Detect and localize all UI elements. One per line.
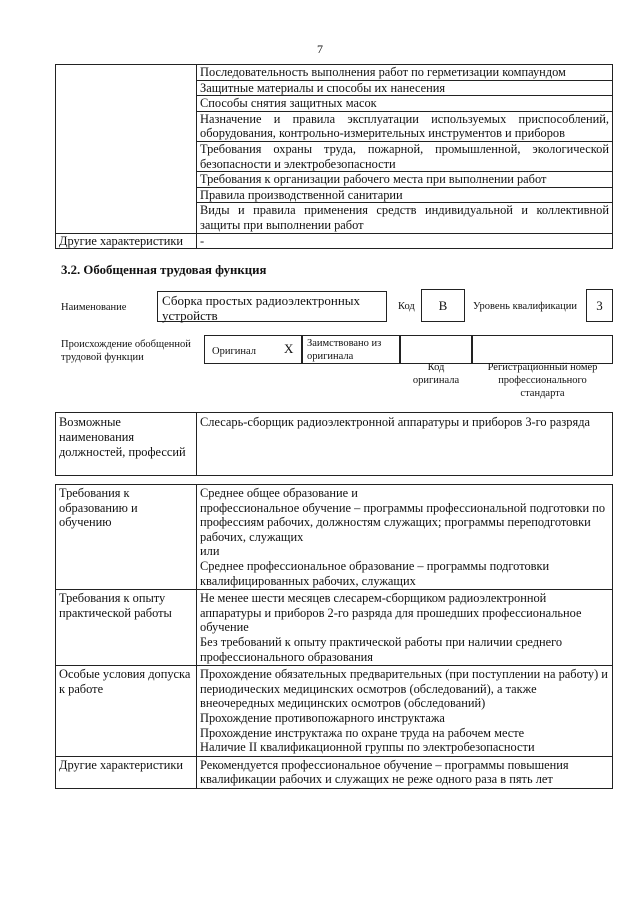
qualification-level-value: 3 xyxy=(586,289,613,322)
page-number: 7 xyxy=(317,42,323,56)
table-row xyxy=(56,666,613,757)
table-row xyxy=(56,756,613,788)
table-cell xyxy=(197,756,613,788)
table-cell: Требования охраны труда, пожарной, промышленной, экологической безопасности и электробезопасности xyxy=(197,141,613,171)
code-label: Код xyxy=(398,301,415,312)
requirements-table xyxy=(55,484,613,789)
registration-number-caption: Регистрационный номер профессионального стандарта xyxy=(487,362,598,399)
cell-line: Прохождение обязательных предварительных (при поступлении на работу) и периодических медицинских осмотров (обследований), а также внеочередных медицинских осмотров (обследований) xyxy=(200,667,608,711)
origin-label: Происхождение обобщенной трудовой функции xyxy=(61,339,191,363)
table-cell: Последовательность выполнения работ по герметизации компаундом xyxy=(197,65,613,81)
cell-line: Рекомендуется профессиональное обучение – программы повышения квалификации рабочих и служащих не реже одного раза в пять лет xyxy=(200,757,569,787)
table-cell xyxy=(197,485,613,590)
knowledge-table xyxy=(55,64,613,249)
qualification-level-label: Уровень квалификации xyxy=(473,301,578,312)
row-label: Требования к опыту практической работы xyxy=(56,590,197,666)
row-label: Требования к образованию и обучению xyxy=(56,485,197,590)
cell-line: Среднее профессиональное образование – программы подготовки квалифицированных рабочих, служащих xyxy=(200,558,550,588)
original-label: Оригинал xyxy=(212,346,256,357)
original-mark: Х xyxy=(284,341,294,356)
table-cell xyxy=(197,666,613,757)
cell-line: или xyxy=(200,544,220,559)
row-label: Другие характеристики xyxy=(56,233,197,249)
cell-line: Прохождение инструктажа по охране труда на рабочем месте xyxy=(200,725,525,740)
table-cell: Способы снятия защитных масок xyxy=(197,96,613,112)
table-row xyxy=(56,413,613,476)
table-cell: Слесарь-сборщик радиоэлектронной аппаратуры и приборов 3-го разряда xyxy=(197,413,613,476)
cell-line: Не менее шести месяцев слесарем-сборщиком радиоэлектронной аппаратуры и приборов 2-го разряда для прошедших профессиональное обучение xyxy=(200,591,582,635)
table-cell: Защитные материалы и способы их нанесения xyxy=(197,80,613,96)
name-label: Наименование xyxy=(61,302,127,313)
name-value: Сборка простых радиоэлектронных устройств xyxy=(157,291,387,322)
cell-line: Прохождение противопожарного инструктажа xyxy=(200,710,445,725)
original-code-caption: Код оригинала xyxy=(412,362,460,386)
table-row xyxy=(56,65,613,81)
table-cell: Требования к организации рабочего места при выполнении работ xyxy=(197,172,613,188)
row-label: Возможные наименования должностей, профессий xyxy=(56,413,197,476)
cell-line: профессиональное обучение – программы профессиональной подготовки по профессиям рабочих, должностям служащих; программы переподготовки рабочих, служащих xyxy=(200,500,606,544)
cell-line: Наличие II квалификационной группы по электробезопасности xyxy=(200,740,535,755)
code-value: В xyxy=(421,289,465,322)
cell-line: Среднее общее образование и xyxy=(200,486,358,500)
original-code-cell xyxy=(400,335,472,364)
table-cell: Виды и правила применения средств индивидуальной и коллективной защиты при выполнении работ xyxy=(197,203,613,233)
row-label: Особые условия допуска к работе xyxy=(56,666,197,757)
cell-line: Без требований к опыту практической работы при наличии среднего профессионального образования xyxy=(200,634,563,664)
table-cell: - xyxy=(197,233,613,249)
table-cell: Назначение и правила эксплуатации используемых приспособлений, оборудования, контрольно-измерительных инструментов и приборов xyxy=(197,111,613,141)
table-row xyxy=(56,233,613,249)
row-label xyxy=(56,65,197,234)
table-cell: Правила производственной санитарии xyxy=(197,187,613,203)
row-label: Другие характеристики xyxy=(56,756,197,788)
table-cell xyxy=(197,590,613,666)
table-row xyxy=(56,590,613,666)
borrowed-label: Заимствовано из оригинала xyxy=(307,338,382,362)
positions-table xyxy=(55,412,613,476)
section-heading: 3.2. Обобщенная трудовая функция xyxy=(61,263,267,277)
registration-number-cell xyxy=(472,335,613,364)
table-row xyxy=(56,485,613,590)
